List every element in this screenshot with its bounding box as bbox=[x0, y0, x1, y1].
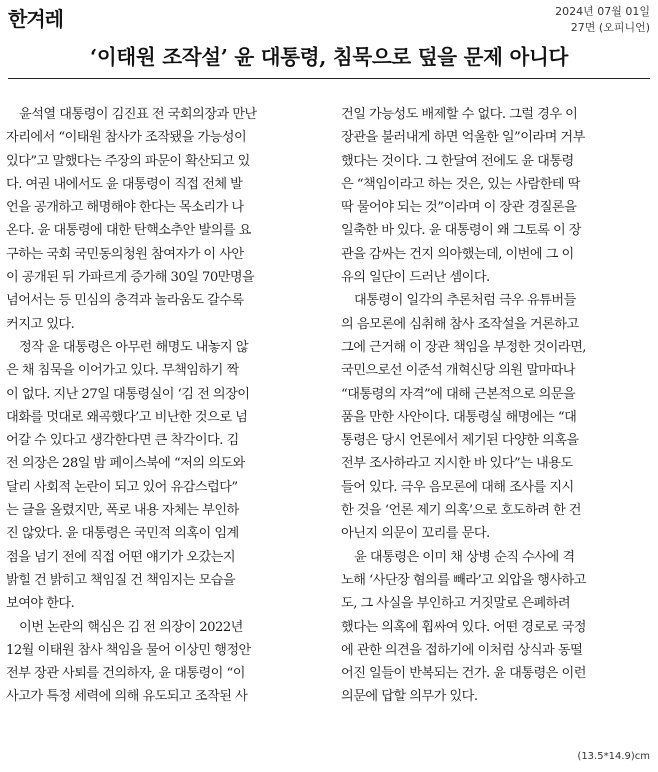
article-line: 의문에 답할 의무가 있다. bbox=[341, 689, 478, 705]
article-line: 노해 ‘사단장 혐의를 빼라’고 외압을 행사하고 bbox=[341, 572, 586, 588]
article-line: 그에 근거해 이 장관 책임을 부정한 것이라면, bbox=[341, 339, 586, 355]
article-line: 점을 넘기 전에 직접 어떤 얘기가 오갔는지 bbox=[6, 549, 236, 565]
article-line: 12월 이태원 참사 책임을 물어 이상민 행정안 bbox=[6, 642, 251, 658]
article-line: 일축한 바 있다. 윤 대통령이 왜 그토록 이 장 bbox=[341, 223, 581, 239]
article-line: 은 채 침묵을 이어가고 있다. 무책임하기 짝 bbox=[6, 363, 239, 379]
article-line: 보여야 한다. bbox=[6, 596, 75, 612]
page-section: 27면 (오피니언) bbox=[570, 21, 650, 34]
article-line: 이 없다. 지난 27일 대통령실이 ‘김 전 의장이 bbox=[6, 386, 250, 402]
article-line: 했다는 것이다. 그 한달여 전에도 윤 대통령 bbox=[341, 153, 574, 169]
article-line: 어갈 수 있다고 생각한다면 큰 착각이다. 김 bbox=[6, 433, 239, 449]
headline: ‘이태원 조작설’ 윤 대통령, 침묵으로 덮을 문제 아니다 bbox=[90, 45, 568, 69]
article-line: 에 관한 의견을 접하기에 이처럼 상식과 동떨 bbox=[341, 642, 583, 658]
article-line: 은 “책임이라고 하는 것은, 있는 사람한테 딱 bbox=[341, 176, 580, 192]
article-line: 전부 장관 사퇴를 건의하자, 윤 대통령이 “이 bbox=[6, 666, 245, 682]
article-line: 건일 가능성도 배제할 수 없다. 그럴 경우 이 bbox=[341, 107, 578, 122]
article-line: 커지고 있다. bbox=[6, 316, 75, 332]
article-line: 진 않았다. 윤 대통령은 국민적 의혹이 임계 bbox=[6, 526, 239, 542]
article-line: 장관을 불러내게 하면 억울한 일”이라며 거부 bbox=[341, 130, 585, 146]
article-line: 는 글을 올렸지만, 폭로 내용 자체는 부인하 bbox=[6, 503, 239, 519]
article-line: 대통령이 일각의 추론처럼 극우 유튜버들 bbox=[354, 293, 576, 309]
article-line: 전 의장은 28일 밤 페이스북에 “저의 의도와 bbox=[6, 456, 245, 472]
publication-date: 2024년 07월 01일 bbox=[555, 5, 650, 18]
article-line: 구하는 국회 국민동의청원 참여자가 이 사안 bbox=[6, 246, 244, 262]
article-line: 전부 조사하라고 지시한 바 있다”는 내용도 bbox=[341, 456, 573, 472]
article-line: 대화를 멋대로 왜곡했다’고 비난한 것으로 넘 bbox=[6, 409, 248, 425]
article-line: 국민으로선 이준석 개혁신당 의원 말마따나 bbox=[341, 363, 575, 379]
article-line: 관을 감싸는 건지 의아했는데, 이번에 그 이 bbox=[341, 246, 574, 262]
article-line: 이 공개된 뒤 가파르게 증가해 30일 70만명을 bbox=[6, 270, 255, 286]
article-line: 의 음모론에 심취해 참사 조작설을 거론하고 bbox=[341, 316, 579, 332]
article-line: 이번 논란의 핵심은 김 전 의장이 2022년 bbox=[19, 619, 243, 635]
newspaper-logo: 한겨레 bbox=[8, 7, 63, 31]
article-line: 사고가 특정 세력에 의해 유도되고 조작된 사 bbox=[6, 689, 248, 705]
article-line: 온다. 윤 대통령에 대한 탄핵소추안 발의를 요 bbox=[6, 223, 251, 239]
headline-rule bbox=[8, 78, 650, 79]
article-line: 윤석열 대통령이 김진표 전 국회의장과 만난 bbox=[19, 107, 257, 122]
article-line: 딱 물어야 되는 것”이라며 이 장관 경질론을 bbox=[341, 200, 577, 216]
article-line: 다. 여권 내에서도 윤 대통령이 직접 전체 발 bbox=[6, 176, 243, 192]
article-line: 유의 일단이 드러난 셈이다. bbox=[341, 270, 490, 286]
article-line: 했다는 의혹에 휩싸여 있다. 어떤 경로로 국정 bbox=[341, 619, 586, 635]
article-line: 있다”고 말했다는 주장의 파문이 확산되고 있 bbox=[6, 153, 250, 169]
article-line: 한 것을 ‘언론 제기 의혹’으로 호도하려 한 건 bbox=[341, 503, 581, 519]
article-line: 통령은 당시 언론에서 제기된 다양한 의혹을 bbox=[341, 433, 579, 449]
article-line: 윤 대통령은 이미 채 상병 순직 수사에 격 bbox=[354, 549, 575, 565]
article-line: 들어 있다. 극우 음모론에 대해 조사를 지시 bbox=[341, 479, 574, 495]
article-line: 밝힐 건 밝히고 책임질 건 책임지는 모습을 bbox=[6, 572, 236, 588]
article-line: 품을 만한 사안이다. 대통령실 해명에는 “대 bbox=[341, 409, 577, 425]
article-line: 아닌지 의문이 꼬리를 문다. bbox=[341, 526, 490, 542]
article-line: 넘어서는 등 민심의 충격과 놀라움도 갈수록 bbox=[6, 293, 244, 309]
article-column-left bbox=[6, 103, 308, 709]
article-line: 어진 일들이 반복되는 건가. 윤 대통령은 이런 bbox=[341, 666, 586, 682]
article-line: 달리 사회적 논란이 되고 있어 유감스럽다” bbox=[6, 479, 238, 495]
article-line: 정작 윤 대통령은 아무런 해명도 내놓지 않 bbox=[19, 339, 249, 355]
article-line: 자리에서 “이태원 참사가 조작됐을 가능성이 bbox=[6, 130, 247, 146]
article-line: 도, 그 사실을 부인하고 거짓말로 은폐하려 bbox=[341, 596, 571, 612]
article-column-right bbox=[341, 103, 643, 709]
article-line: “대통령의 자격”에 대해 근본적으로 의문을 bbox=[341, 386, 576, 402]
article-size-note: (13.5*14.9)cm bbox=[577, 751, 650, 762]
article-line: 언을 공개하고 해명해야 한다는 목소리가 나 bbox=[6, 200, 244, 216]
